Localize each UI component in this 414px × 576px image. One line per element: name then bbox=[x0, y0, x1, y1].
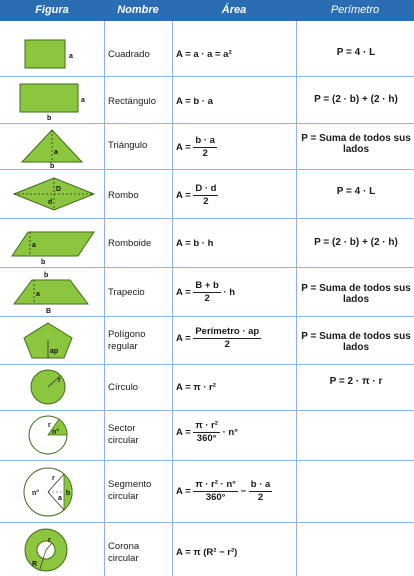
svg-text:D: D bbox=[56, 186, 62, 193]
perimeter-formula: P = 4 · L bbox=[336, 47, 376, 58]
row-name: Círculo bbox=[108, 382, 139, 393]
grid-line bbox=[0, 76, 414, 77]
perimeter-formula: P = Suma de todos sus lados bbox=[301, 283, 411, 305]
row-name: Polígono regular bbox=[108, 329, 146, 352]
svg-text:n°: n° bbox=[32, 490, 40, 497]
segment-figure bbox=[18, 464, 82, 520]
row-name: Triángulo bbox=[108, 140, 148, 151]
grid-line bbox=[0, 364, 414, 365]
header-nombre: Nombre bbox=[117, 4, 159, 16]
header-perimetro: Perímetro bbox=[330, 4, 380, 16]
triangle-figure bbox=[16, 126, 88, 168]
header-area: Área bbox=[221, 4, 247, 16]
grid-line bbox=[0, 522, 414, 523]
svg-text:a: a bbox=[58, 495, 62, 502]
area-formula: A = $\frac{B + b}{2}$ · h bbox=[176, 280, 236, 304]
circle-figure bbox=[24, 367, 74, 409]
header-figura: Figura bbox=[35, 4, 69, 16]
area-formula: A = $\frac{D \cdot d}{2}$ bbox=[176, 183, 217, 207]
grid-line bbox=[0, 267, 414, 268]
area-formula: A = $\frac{\text{π · r² · n°}}{360^\circ}$ − $\frac{b \cdot a}{2}$ bbox=[176, 479, 271, 503]
area-formula: A = b · h bbox=[176, 238, 214, 249]
grid-line bbox=[0, 169, 414, 170]
svg-text:b: b bbox=[66, 490, 71, 497]
svg-text:R: R bbox=[32, 561, 38, 568]
svg-text:b: b bbox=[47, 115, 52, 122]
grid-line bbox=[0, 460, 414, 461]
perimeter-formula: P = Suma de todos sus lados bbox=[301, 133, 411, 155]
annulus-figure bbox=[18, 526, 78, 574]
rectangle-figure bbox=[14, 80, 94, 122]
svg-text:a: a bbox=[32, 242, 36, 249]
area-formula: A = $\frac{\text{Perímetro · ap}}{2}$ bbox=[176, 326, 260, 350]
svg-text:a: a bbox=[36, 291, 40, 298]
svg-text:r: r bbox=[48, 422, 51, 429]
row-name: Rombo bbox=[108, 190, 139, 201]
perimeter-formula: P = (2 · b) + (2 · h) bbox=[314, 237, 398, 248]
row-name: Corona circular bbox=[108, 541, 140, 564]
svg-text:r: r bbox=[52, 475, 55, 482]
area-formula: A = π (R² − r²) bbox=[176, 547, 238, 558]
grid-line bbox=[0, 218, 414, 219]
area-formula: A = b · a bbox=[176, 96, 213, 107]
area-formula: A = π · r² bbox=[176, 382, 216, 393]
area-formula: A = a · a = a² bbox=[176, 49, 232, 60]
sector-figure bbox=[22, 413, 78, 459]
row-name: Rectángulo bbox=[108, 96, 157, 107]
grid-line bbox=[0, 123, 414, 124]
svg-text:d: d bbox=[48, 199, 53, 206]
perimeter-formula: P = Suma de todos sus lados bbox=[301, 331, 411, 353]
grid-line bbox=[104, 21, 105, 576]
svg-text:b: b bbox=[44, 272, 49, 279]
row-name: Trapecio bbox=[108, 287, 145, 298]
row-name: Cuadrado bbox=[108, 49, 150, 60]
svg-text:b: b bbox=[50, 163, 55, 168]
grid-line bbox=[0, 410, 414, 411]
svg-text:a: a bbox=[54, 149, 58, 156]
svg-text:r: r bbox=[58, 377, 61, 384]
svg-text:a: a bbox=[69, 53, 73, 60]
svg-text:B: B bbox=[46, 308, 52, 315]
perimeter-formula: P = (2 · b) + (2 · h) bbox=[314, 94, 398, 105]
svg-text:ap: ap bbox=[50, 348, 59, 355]
row-name: Romboide bbox=[108, 238, 152, 249]
area-formula: A = $\frac{b \cdot a}{2}$ bbox=[176, 135, 215, 159]
row-name: Sector circular bbox=[108, 423, 139, 446]
perimeter-formula: P = 2 · π · r bbox=[329, 376, 383, 387]
svg-text:n°: n° bbox=[52, 429, 60, 436]
area-formula: A = $\frac{\text{π · r²}}{360^\circ}$ · n° bbox=[176, 420, 238, 444]
pentagon-figure bbox=[18, 320, 78, 362]
svg-text:r: r bbox=[48, 537, 51, 544]
table-header bbox=[0, 0, 414, 21]
row-name: Segmento circular bbox=[108, 479, 152, 502]
grid-line bbox=[0, 316, 414, 317]
perimeter-formula: P = 4 · L bbox=[336, 186, 376, 197]
rhomboid-figure bbox=[8, 226, 98, 266]
grid-line bbox=[172, 21, 173, 576]
rhombus-figure bbox=[8, 174, 98, 216]
svg-text:a: a bbox=[81, 97, 85, 104]
square-figure bbox=[20, 36, 80, 72]
trapezoid-figure bbox=[8, 270, 98, 316]
svg-text:b: b bbox=[41, 259, 46, 266]
